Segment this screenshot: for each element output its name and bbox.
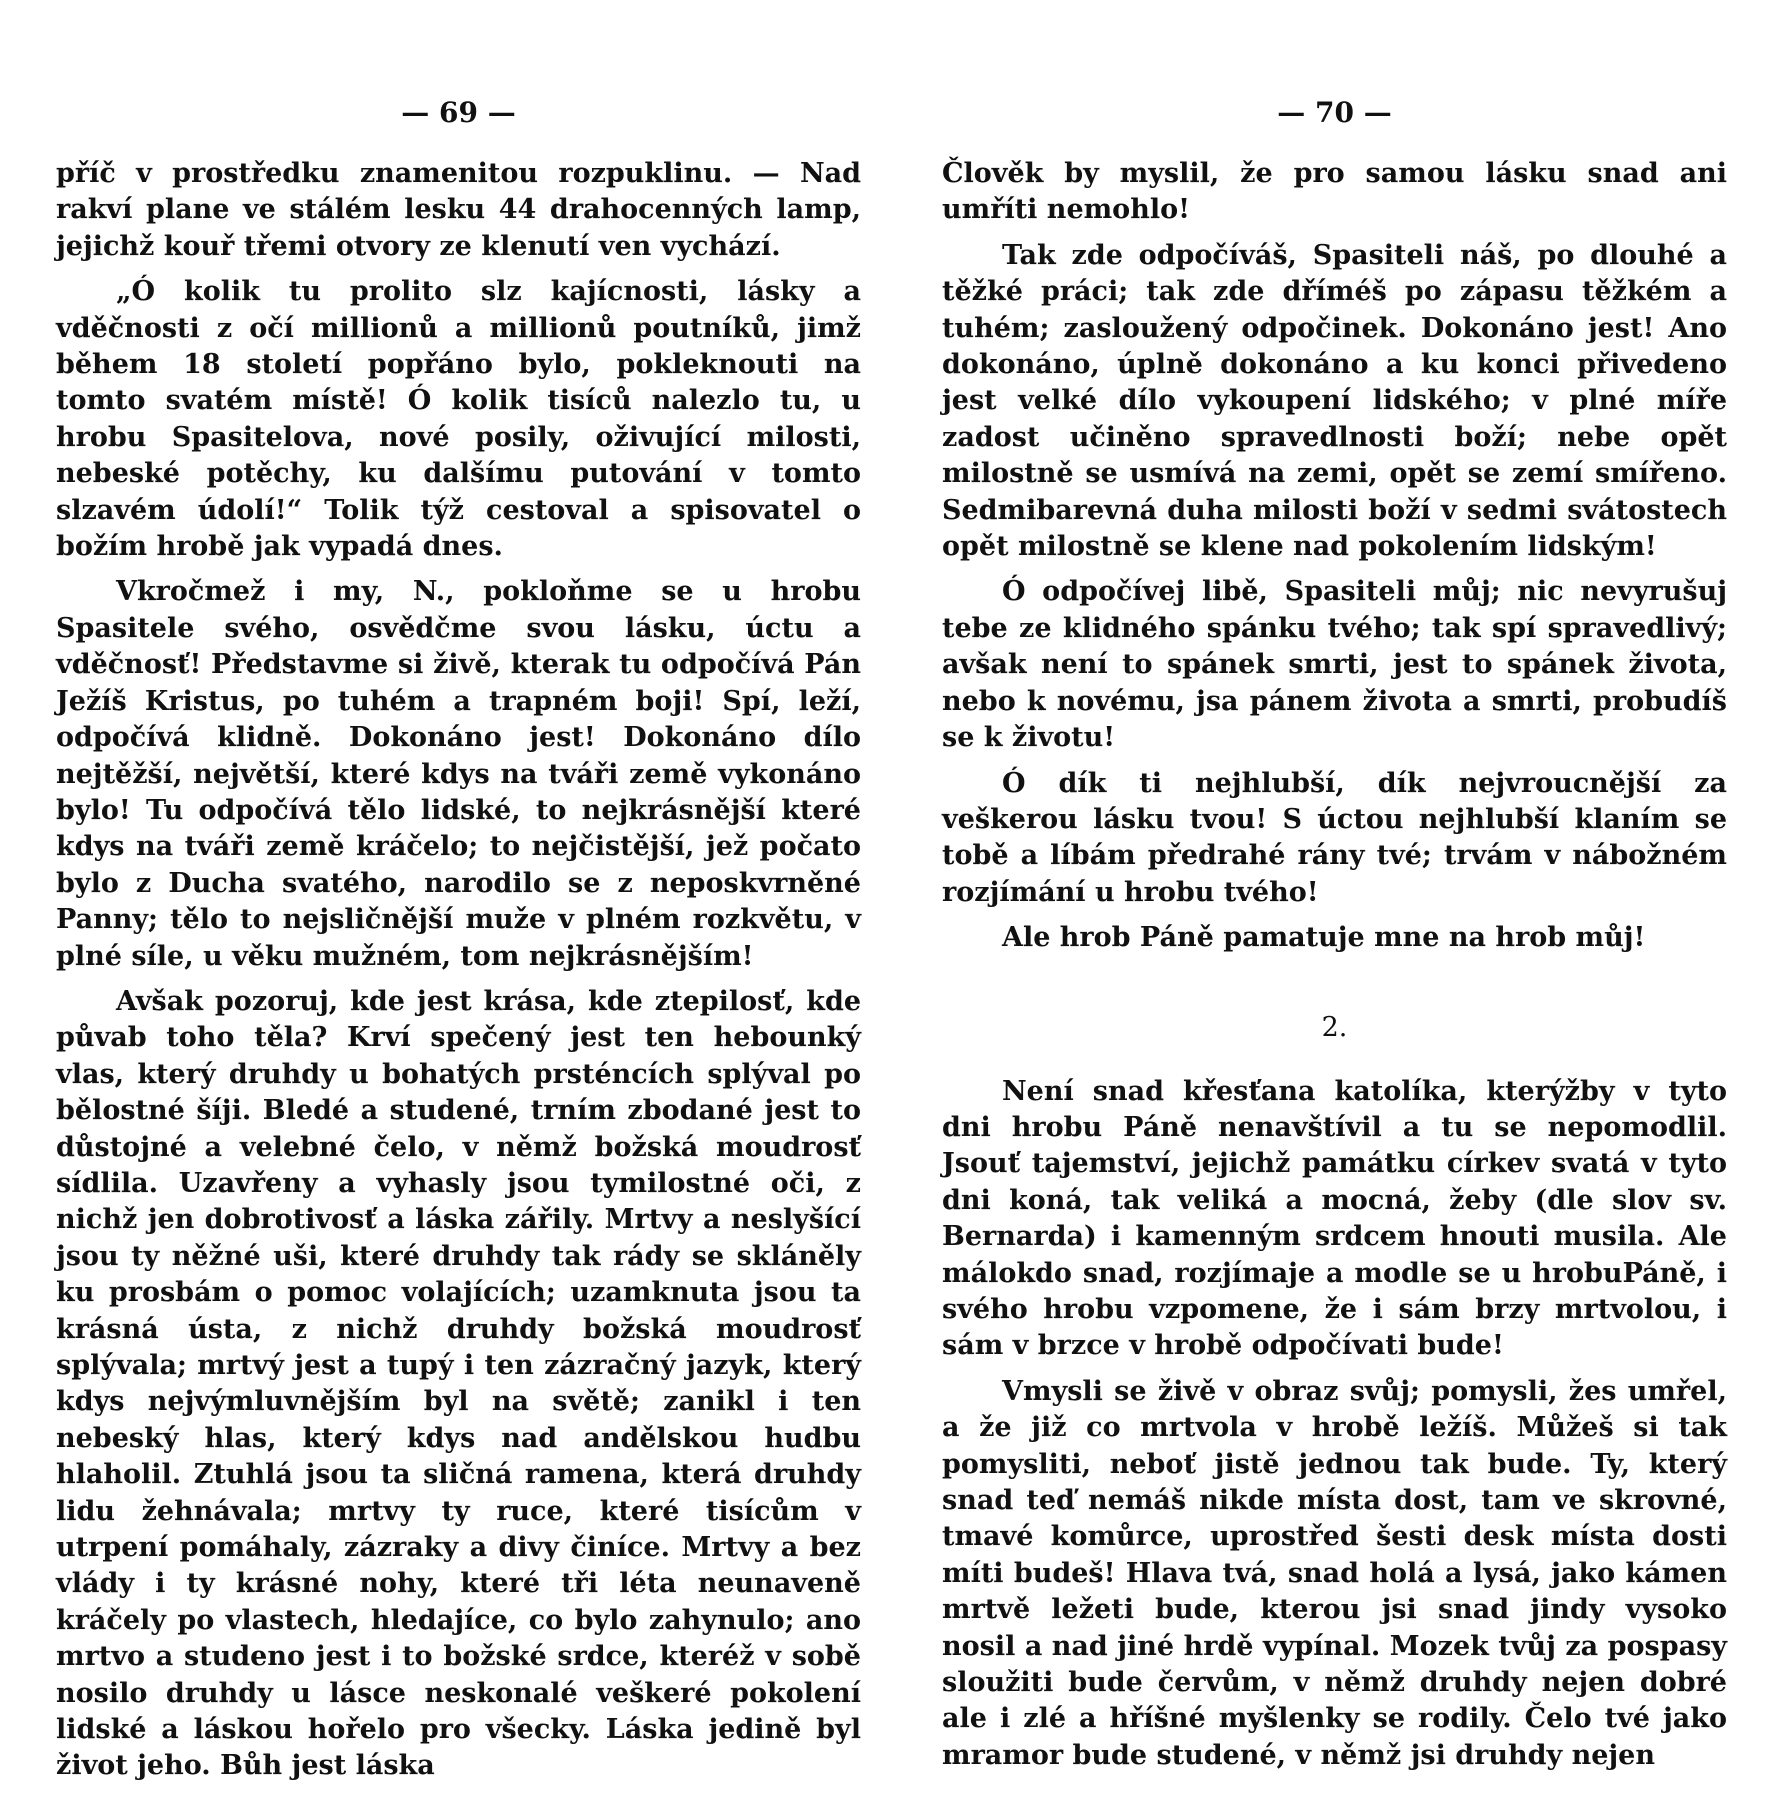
section-gap xyxy=(942,966,1727,984)
left-page xyxy=(56,96,861,1794)
right-paragraph-6: Není snad křesťana katolíka, kterýžby v tyto dni hrobu Páně nenavštívil a tu se nepomodlil. Jsouť tajemství, jejichž památku církev svatá v tyto dni koná, tak veliká a mocná, žeby (dle slov sv. Bernarda) i kamenným srdcem hnouti musila. Ale málokdo snad, rozjímaje a modle se u hrobuPáně, i svého hrobu vzpomene, že i sám brzy mrtvolou, i sám v brzce v hrobě odpočívati bude! xyxy=(942,1075,1727,1362)
section-number: 2. xyxy=(1321,1011,1348,1043)
left-paragraph-4: Avšak pozoruj, kde jest krása, kde ztepilosť, kde půvab toho těla? Krví spečený jest ten hebounký vlas, který druhdy u bohatých prsténcích splýval po bělostné šíji. Bledé a studené, trním zbodané jest to důstojné a velebné čelo, v němž božská moudrosť sídlila. Uzavřeny a vyhasly jsou tymilostné oči, z nichž jen dobrotivosť a láska zářily. Mrtvy a neslyšící jsou ty něžné uši, které druhdy tak rády se skláněly ku prosbám o pomoc volajících; uzamknuta jsou ta krásná ústa, z nichž druhdy božská moudrosť splývala; mrtvý jest a tupý i ten zázračný jazyk, který kdys nejvýmluvnějším byl na světě; zanikl i ten nebeský hlas, který kdys nad andělskou hudbu hlaholil. Ztuhlá jsou ta sličná ramena, která druhdy lidu žehnávala; mrtvy ty ruce, které tisícům v utrpení pomáhaly, zázraky a divy činíce. Mrtvy a bez vlády i ty krásné nohy, které tři léta neunaveně kráčely po vlastech, hledajíce, co bylo zahynulo; ano mrtvo a studeno jest i to božské srdce, kteréž v sobě nosilo druhdy u lásce neskonalé veškeré pokolení lidské a láskou hořelo pro všecky. Láska jedině byl život jeho. Bůh jest láska xyxy=(56,985,861,1782)
right-paragraph-2: Tak zde odpočíváš, Spasiteli náš, po dlouhé a těžké práci; tak zde dříméš po zápasu těžkém a tuhém; zasloužený odpočinek. Dokonáno jest! Ano dokonáno, úplně dokonáno a ku konci přivedeno jest velké dílo vykoupení lidského; v plné míře zadost učiněno spravedlnosti boží; nebe opět milostně se usmívá na zemi, opět se zemí smířeno. Sedmibarevná duha milosti boží v sedmi svátostech opět milostně se klene nad pokolením lidským! xyxy=(942,239,1727,563)
right-paragraph-1: Člověk by myslil, že pro samou lásku snad ani umříti nemohlo! xyxy=(942,158,1727,226)
left-paragraph-2: „Ó kolik tu prolito slz kajícnosti, lásky a vděčnosti z očí millionů a millionů poutníků, jimž během 18 století popřáno bylo, pokleknouti na tomto svatém místě! Ó kolik tisíců nalezlo tu, u hrobu Spasitelova, nové posily, oživující milosti, nebeské potěchy, ku dalšímu putování v tomto slzavém údolí!“ Tolik týž cestoval a spisovatel o božím hrobě jak vypadá dnes. xyxy=(56,276,861,563)
right-page xyxy=(942,96,1727,1783)
right-paragraph-5: Ale hrob Páně pamatuje mne na hrob můj! xyxy=(1002,922,1646,954)
right-paragraph-4: Ó dík ti nejhlubší, dík nejvroucnější za veškerou lásku tvou! S úctou nejhlubší klaním se tobě a líbám předrahé rány tvé; trvám v nábožném rozjímání u hrobu tvého! xyxy=(942,767,1727,908)
left-paragraph-1: příč v prostředku znamenitou rozpuklinu. — Nad rakví plane ve stálém lesku 44 drahocenných lamp, jejichž kouř třemi otvory ze klenutí ven vychází. xyxy=(56,158,861,262)
page-number-left: — 69 — xyxy=(401,96,516,129)
page-number-right: — 70 — xyxy=(1277,96,1392,129)
left-paragraph-3: Vkročmež i my, N., pokloňme se u hrobu Spasitele svého, osvědčme svou lásku, úctu a vděčnosť! Představme si živě, kterak tu odpočívá Pán Ježíš Kristus, po tuhém a trapném boji! Spí, leží, odpočívá klidně. Dokonáno jest! Dokonáno dílo nejtěžší, největší, které kdys na tváři země vykonáno bylo! Tu odpočívá tělo lidské, to nejkrásnější které kdys na tváři země kráčelo; to nejčistější, jež počato bylo z Ducha svatého, narodilo se z neposkvrněné Panny; tělo to nejsličnější muže v plném rozkvětu, v plné síle, u věku mužném, tom nejkrásnějším! xyxy=(56,576,861,972)
right-paragraph-7: Vmysli se živě v obraz svůj; pomysli, žes umřel, a že již co mrtvola v hrobě ležíš. Můžeš si tak pomysliti, neboť jistě jednou tak bude. Ty, který snad teď nemáš nikde místa dost, tam ve skrovné, tmavé komůrce, uprostřed šesti desk místa dosti míti budeš! Hlava tvá, snad holá a lysá, jako kámen mrtvě ležeti bude, kterou jsi snad jindy vysoko nosil a nad jiné hrdě vypínal. Mozek tvůj za pospasy sloužiti bude červům, v němž druhdy nejen dobré ale i zlé a hříšné myšlenky se rodily. Čelo tvé jako mramor bude studené, v němž jsi druhdy nejen xyxy=(942,1375,1727,1771)
right-paragraph-3: Ó odpočívej libě, Spasiteli můj; nic nevyrušuj tebe ze klidného spánku tvého; tak spí spravedlivý; avšak není to spánek smrti, jest to spánek života, nebo k novému, jsa pánem života a smrti, probudíš se k životu! xyxy=(942,576,1727,754)
